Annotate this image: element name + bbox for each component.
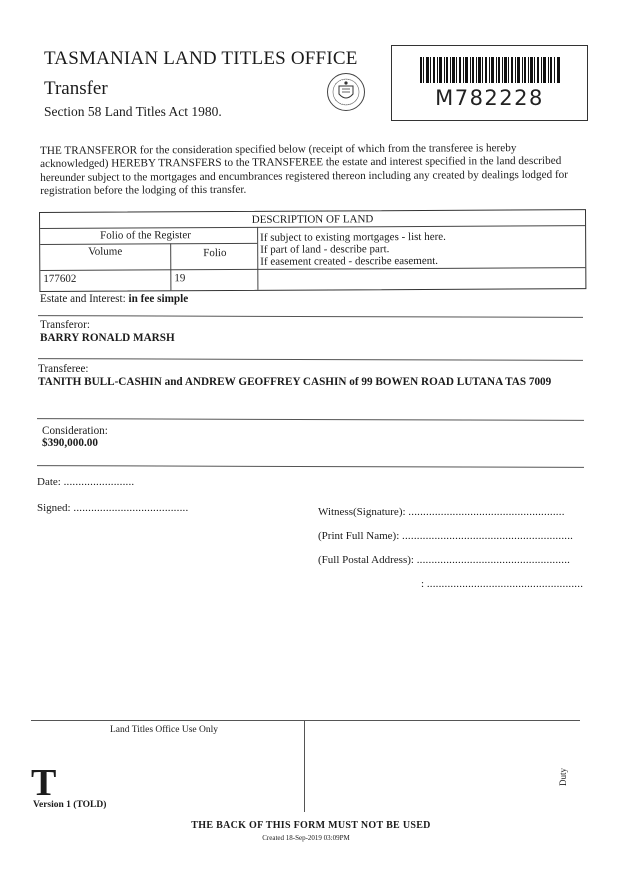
signed-label: Signed: bbox=[37, 502, 71, 514]
form-version: Version 1 (TOLD) bbox=[33, 800, 107, 810]
estate-value: in fee simple bbox=[128, 293, 189, 305]
witness-signature-field[interactable]: Witness(Signature): ..................................................... bbox=[318, 506, 565, 518]
form-subtitle: Section 58 Land Titles Act 1980. bbox=[44, 104, 222, 119]
transferor-value: BARRY RONALD MARSH bbox=[40, 332, 175, 344]
transfer-statement: THE TRANSFEROR for the consideration specified below (receipt of which from the transferee is hereby acknowledged) HEREBY TRANSFERS to the TRANSFEREE the estate and interest specified in the land described hereunder subject to the mortgages and encumbrances registered thereon including any created by dealings lodged for registration before the lodging of this transfer. bbox=[40, 142, 569, 198]
date-label: Date: bbox=[37, 476, 61, 488]
transferee-value: TANITH BULL-CASHIN and ANDREW GEOFFREY CASHIN of 99 BOWEN ROAD LUTANA TAS 7009 bbox=[38, 376, 552, 388]
easement-note: If easement created - describe easement. bbox=[260, 254, 439, 268]
postal-address-line-2[interactable]: : ..................................................... bbox=[421, 578, 584, 590]
date-field[interactable]: Date: ........................ bbox=[37, 476, 135, 488]
estate-row bbox=[40, 293, 188, 305]
colon-label: : bbox=[421, 578, 425, 590]
document-number-box bbox=[391, 45, 588, 121]
volume-header: Volume bbox=[88, 245, 123, 258]
form-title: Transfer bbox=[44, 78, 108, 99]
document-number: M782228 bbox=[435, 86, 544, 110]
back-of-form-notice: THE BACK OF THIS FORM MUST NOT BE USED bbox=[191, 820, 431, 831]
folio-header: Folio bbox=[203, 247, 227, 260]
office-use-label: Land Titles Office Use Only bbox=[110, 725, 219, 735]
part-land-note: If part of land - describe part. bbox=[260, 243, 390, 256]
barcode bbox=[420, 57, 560, 83]
volume-value: 177602 bbox=[43, 272, 77, 285]
signed-field[interactable]: Signed: ....................................... bbox=[37, 502, 189, 514]
estate-label: Estate and Interest: bbox=[40, 293, 126, 305]
witness-label: Witness(Signature): bbox=[318, 506, 406, 518]
print-name-field[interactable]: (Print Full Name): .......................................................... bbox=[318, 530, 574, 542]
folio-value: 19 bbox=[174, 272, 186, 285]
government-seal-icon bbox=[326, 72, 366, 112]
print-name-label: (Print Full Name): bbox=[318, 530, 400, 542]
postal-address-field[interactable]: (Full Postal Address): .................................................... bbox=[318, 554, 571, 566]
description-of-land-table bbox=[39, 209, 586, 292]
folio-register-label: Folio of the Register bbox=[100, 229, 191, 242]
duty-label: Duty bbox=[558, 768, 568, 786]
land-table-heading: DESCRIPTION OF LAND bbox=[40, 210, 585, 229]
form-type-letter: T bbox=[31, 762, 57, 804]
consideration-value: $390,000.00 bbox=[42, 437, 98, 449]
consideration-label: Consideration: bbox=[42, 425, 108, 437]
transferee-label: Transferee: bbox=[38, 363, 89, 375]
transferor-label: Transferor: bbox=[40, 319, 90, 331]
created-timestamp: Created 18-Sep-2019 03:09PM bbox=[262, 834, 350, 842]
office-title: TASMANIAN LAND TITLES OFFICE bbox=[44, 48, 358, 69]
postal-address-label: (Full Postal Address): bbox=[318, 554, 414, 566]
mortgages-note: If subject to existing mortgages - list here. bbox=[260, 230, 446, 244]
